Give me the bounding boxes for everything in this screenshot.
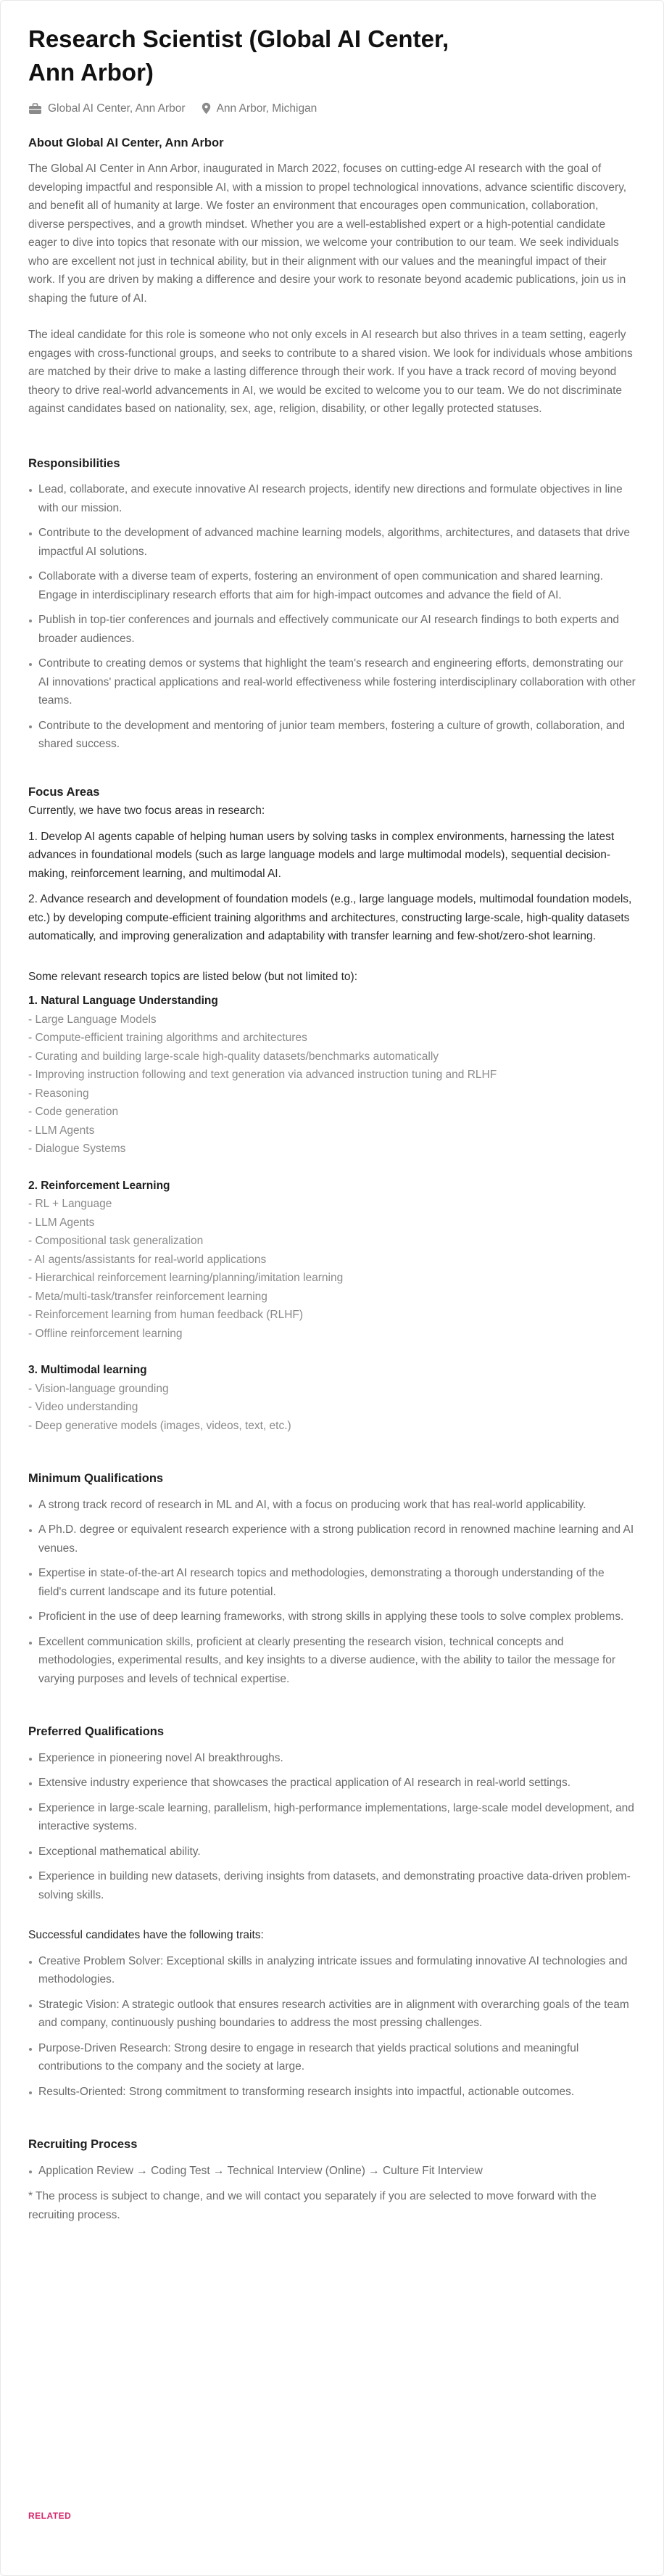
list-item: Results-Oriented: Strong commitment to transforming research insights into impactful, actionable outcomes.: [28, 2083, 636, 2102]
list-item: Creative Problem Solver: Exceptional skills in analyzing intricate issues and formulating innovative AI technologies and methodologies.: [28, 1952, 636, 1989]
list-item: Experience in pioneering novel AI breakthroughs.: [28, 1749, 636, 1768]
list-item: Excellent communication skills, proficient at clearly presenting the research vision, technical concepts and methodologies, experimental results, and key insights to a diverse audience, with the ability to tailor the message for varying purposes and levels of technical expertise.: [28, 1633, 636, 1689]
focus-section: [28, 783, 636, 1436]
recruiting-section: [28, 2136, 636, 2224]
topic-item: - Deep generative models (images, videos, text, etc.): [28, 1419, 291, 1432]
topic-item: - Reasoning: [28, 1087, 89, 1100]
list-item: Contribute to the development of advanced machine learning models, algorithms, architectures, and datasets that drive impactful AI solutions.: [28, 524, 636, 561]
topic-nlu: [28, 992, 636, 1159]
topic-items: [28, 1011, 636, 1159]
topic-item: - Curating and building large-scale high-quality datasets/benchmarks automatically: [28, 1050, 439, 1063]
job-meta: [28, 99, 636, 118]
topic-multimodal: [28, 1361, 636, 1435]
topic-item: - Meta/multi-task/transfer reinforcement learning: [28, 1290, 267, 1303]
topic-item: - Offline reinforcement learning: [28, 1327, 183, 1340]
topic-title: 1. Natural Language Understanding: [28, 995, 218, 1007]
list-item: Experience in large-scale learning, parallelism, high-performance implementations, large-scale model development, and interactive systems.: [28, 1799, 636, 1836]
topic-item: - Video understanding: [28, 1401, 138, 1413]
list-item: Expertise in state-of-the-art AI research topics and methodologies, demonstrating a thorough understanding of the field's current landscape and its future potential.: [28, 1564, 636, 1601]
list-item: Lead, collaborate, and execute innovative AI research projects, identify new directions and formulate objectives in line with our mission.: [28, 480, 636, 517]
list-item: Collaborate with a diverse team of experts, fostering an environment of open communication and shared learning. Engage in interdisciplinary research efforts that aim for high-impact outcomes and advance the field of AI.: [28, 567, 636, 604]
recruiting-note: * The process is subject to change, and we will contact you separately if you are selected to move forward with the recruiting process.: [28, 2190, 597, 2221]
list-item: Extensive industry experience that showcases the practical application of AI research in real-world settings.: [28, 1774, 636, 1793]
minimum-heading: Minimum Qualifications: [28, 1472, 164, 1485]
related-link[interactable]: RELATED: [28, 2511, 72, 2521]
responsibilities-section: [28, 455, 636, 754]
focus-heading: Focus Areas: [28, 785, 100, 799]
list-item: Exceptional mathematical ability.: [28, 1843, 636, 1861]
topic-item: - AI agents/assistants for real-world applications: [28, 1253, 267, 1266]
about-paragraph: The Global AI Center in Ann Arbor, inaugurated in March 2022, focuses on cutting-edge AI research with the goal of developing impactful and responsible AI, with a mission to propel technological innovations, advance scientific discovery, and benefit all of humanity at large. We foster an environment that encourages open communication, collaboration, diverse perspectives, and a growth mindset. Whether you are a well-established expert or a high-potential candidate eager to dive into topics that resonate with our mission, we welcome your contribution to our team. We seek individuals who are excellent not just in technical ability, but in their alignment with our values and the meaningful impact of their work. If you are driven by making a difference and desire your work to resonate beyond academic publications, join us in shaping the future of AI.: [28, 162, 627, 305]
topic-item: - Vision-language grounding: [28, 1382, 169, 1395]
topic-item: - RL + Language: [28, 1198, 112, 1210]
topic-rl: [28, 1177, 636, 1343]
preferred-qualifications-section: [28, 1723, 636, 2101]
preferred-heading: Preferred Qualifications: [28, 1725, 165, 1738]
briefcase-icon: [28, 103, 42, 115]
list-item: Application Review → Coding Test → Technical Interview (Online) → Culture Fit Interview: [28, 2162, 636, 2181]
minimum-qualifications-section: [28, 1470, 636, 1688]
topic-item: - Dialogue Systems: [28, 1143, 126, 1155]
responsibilities-heading: Responsibilities: [28, 456, 120, 470]
topic-items: [28, 1380, 636, 1436]
list-item: Contribute to the development and mentoring of junior team members, fostering a culture of growth, collaboration, and shared success.: [28, 717, 636, 754]
topic-title: 3. Multimodal learning: [28, 1364, 147, 1376]
about-paragraph: The ideal candidate for this role is someone who not only excels in AI research but also thrives in a team setting, eagerly engages with cross-functional groups, and seeks to contribute to a shared vision. We look for individuals whose ambitions are matched by their drive to make a lasting difference through their work. If you have a track record of moving beyond theory to drive real-world advancements in AI, we would be excited to welcome you to our team. We do not discriminate against candidates based on nationality, sex, age, religion, disability, or other legally protected statuses.: [28, 329, 633, 415]
focus-list: [28, 828, 636, 946]
preferred-list: [28, 1749, 636, 1905]
topic-item: - Improving instruction following and text generation via advanced instruction tuning and RLHF: [28, 1069, 497, 1081]
topics-intro: Some relevant research topics are listed below (but not limited to):: [28, 970, 358, 983]
list-item: 2. Advance research and development of foundation models (e.g., large language models, multimodal foundation models, etc.) by developing compute-efficient training algorithms and architectures, constructing large-scale, high-quality datasets automatically, and improving generalization and adaptability with transfer learning and few-shot/zero-shot learning.: [28, 893, 632, 942]
list-item: Proficient in the use of deep learning frameworks, with strong skills in applying these tools to solve complex problems.: [28, 1608, 636, 1626]
list-item: 1. Develop AI agents capable of helping human users by solving tasks in complex environments, harnessing the latest advances in foundational models (such as large language models and large multimodal models), sequential decision-making, reinforcement learning, and multimodal AI.: [28, 830, 615, 880]
list-item: A strong track record of research in ML and AI, with a focus on producing work that has real-world applicability.: [28, 1496, 636, 1515]
topic-item: - Code generation: [28, 1106, 119, 1118]
recruiting-heading: Recruiting Process: [28, 2138, 138, 2151]
traits-intro: Successful candidates have the following traits:: [28, 1929, 264, 1941]
map-pin-icon: [202, 102, 211, 115]
topic-item: - Compositional task generalization: [28, 1235, 204, 1247]
topic-item: - Reinforcement learning from human feedback (RLHF): [28, 1309, 304, 1321]
topic-item: - Large Language Models: [28, 1013, 157, 1026]
minimum-list: [28, 1496, 636, 1689]
list-item: Publish in top-tier conferences and journals and effectively communicate our AI research findings to both experts and broader audiences.: [28, 611, 636, 648]
topic-item: - LLM Agents: [28, 1216, 95, 1229]
company-meta: [28, 99, 186, 118]
location-meta: [202, 99, 318, 118]
topic-title: 2. Reinforcement Learning: [28, 1179, 170, 1192]
topic-item: - LLM Agents: [28, 1124, 95, 1137]
location-text: Ann Arbor, Michigan: [216, 102, 318, 115]
list-item: Strategic Vision: A strategic outlook that ensures research activities are in alignment with overarching goals of the team and company, continuously pushing boundaries to address the most pressing challenges.: [28, 1996, 636, 2033]
responsibilities-list: [28, 480, 636, 754]
topic-item: - Compute-efficient training algorithms and architectures: [28, 1032, 307, 1044]
list-item: Experience in building new datasets, deriving insights from datasets, and demonstrating proactive data-driven problem-solving skills.: [28, 1867, 636, 1904]
page-title: Research Scientist (Global AI Center, Ann Arbor): [28, 25, 449, 86]
job-content: [1, 1, 663, 2224]
list-item: Purpose-Driven Research: Strong desire to engage in research that yields practical solutions and meaningful contributions to the company and the society at large.: [28, 2039, 636, 2076]
company-name: Global AI Center, Ann Arbor: [48, 102, 186, 115]
topic-item: - Hierarchical reinforcement learning/planning/imitation learning: [28, 1272, 344, 1284]
list-item: Contribute to creating demos or systems that highlight the team's research and engineering efforts, demonstrating our AI innovations' practical applications and real-world effectiveness while fostering interdisciplinary collaboration with other teams.: [28, 654, 636, 710]
traits-list: [28, 1952, 636, 2102]
about-heading: About Global AI Center, Ann Arbor: [28, 136, 224, 149]
focus-intro: Currently, we have two focus areas in research:: [28, 805, 265, 817]
list-item: A Ph.D. degree or equivalent research experience with a strong publication record in renowned machine learning and AI venues.: [28, 1521, 636, 1557]
recruiting-steps: [28, 2162, 636, 2181]
topic-items: [28, 1195, 636, 1343]
